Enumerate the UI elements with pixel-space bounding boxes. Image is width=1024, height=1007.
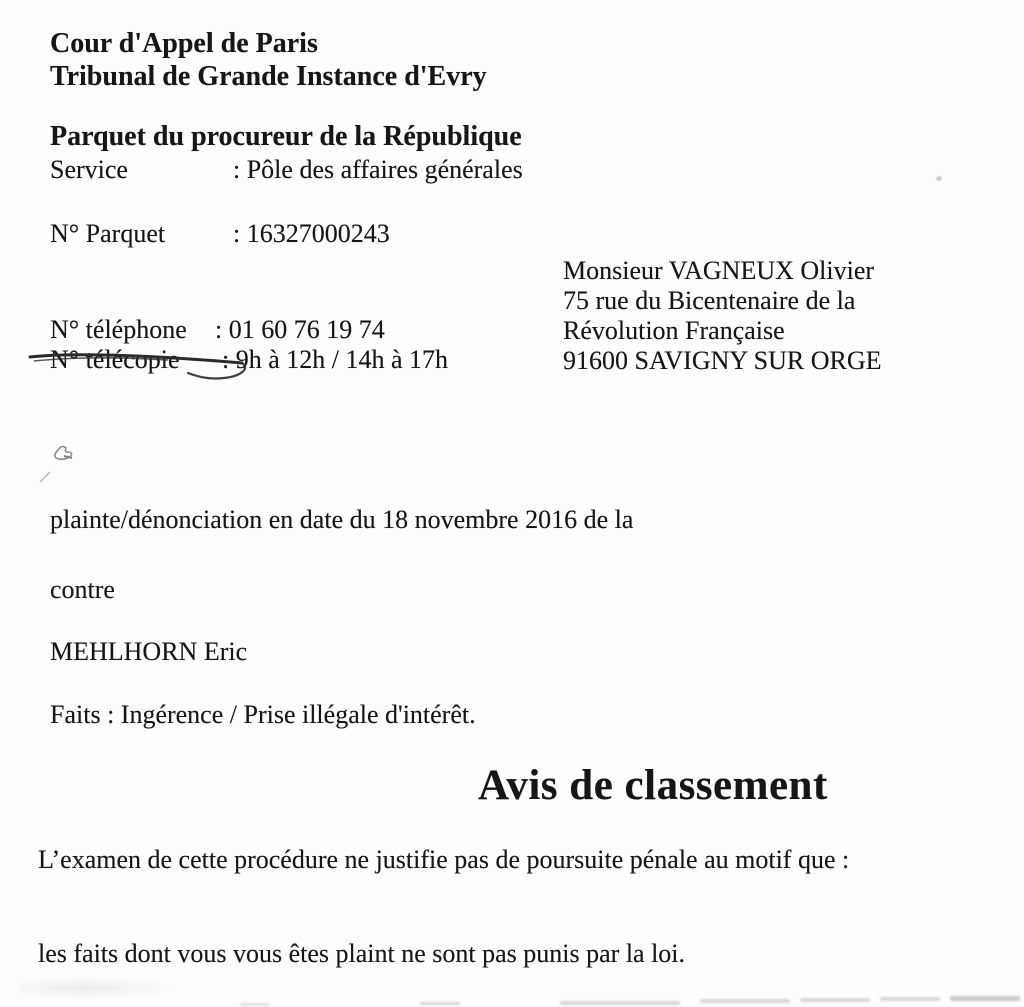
phone-label: N° téléphone [50,315,187,344]
parquet-number-row [50,219,390,249]
parquet-number-label: N° Parquet [50,219,166,248]
document-title: Avis de classement [478,762,828,809]
service-label: Service [50,155,128,184]
court-line: Cour d'Appel de Paris [50,28,318,59]
address-line: Révolution Française [563,316,785,345]
court-header [50,27,487,93]
reason-line: les faits dont vous vous êtes plaint ne sont pas punis par la loi. [38,939,686,968]
fax-label: N° télécopie [50,345,180,374]
service-value: : Pôle des affaires générales [233,155,523,184]
service-row [50,155,523,185]
address-line: 91600 SAVIGNY SUR ORGE [563,346,882,375]
court-line: Tribunal de Grande Instance d'Evry [50,61,487,92]
parquet-number-value: : 16327000243 [233,219,390,248]
scan-speck [936,176,942,181]
contre-line: contre [50,575,115,604]
accused-name: MEHLHORN Eric [50,637,248,666]
address-line: 75 rue du Bicentenaire de la [563,286,856,315]
parquet-heading: Parquet du procureur de la République [50,121,522,152]
complaint-line: plainte/dénonciation en date du 18 novembre 2016 de la [50,505,634,534]
fax-row [50,345,448,375]
phone-value: : 01 60 76 19 74 [215,315,385,344]
facts-line: Faits : Ingérence / Prise illégale d'intérêt. [50,700,476,729]
scan-artifact-strip [0,994,1024,1007]
recipient-address [563,256,882,376]
address-line: Monsieur VAGNEUX Olivier [563,256,875,285]
fax-value: : 9h à 12h / 14h à 17h [222,345,449,374]
decision-line: L’examen de cette procédure ne justifie pas de poursuite pénale au motif que : [38,845,850,874]
phone-row [50,315,385,345]
ink-smudge-icon [34,438,134,498]
